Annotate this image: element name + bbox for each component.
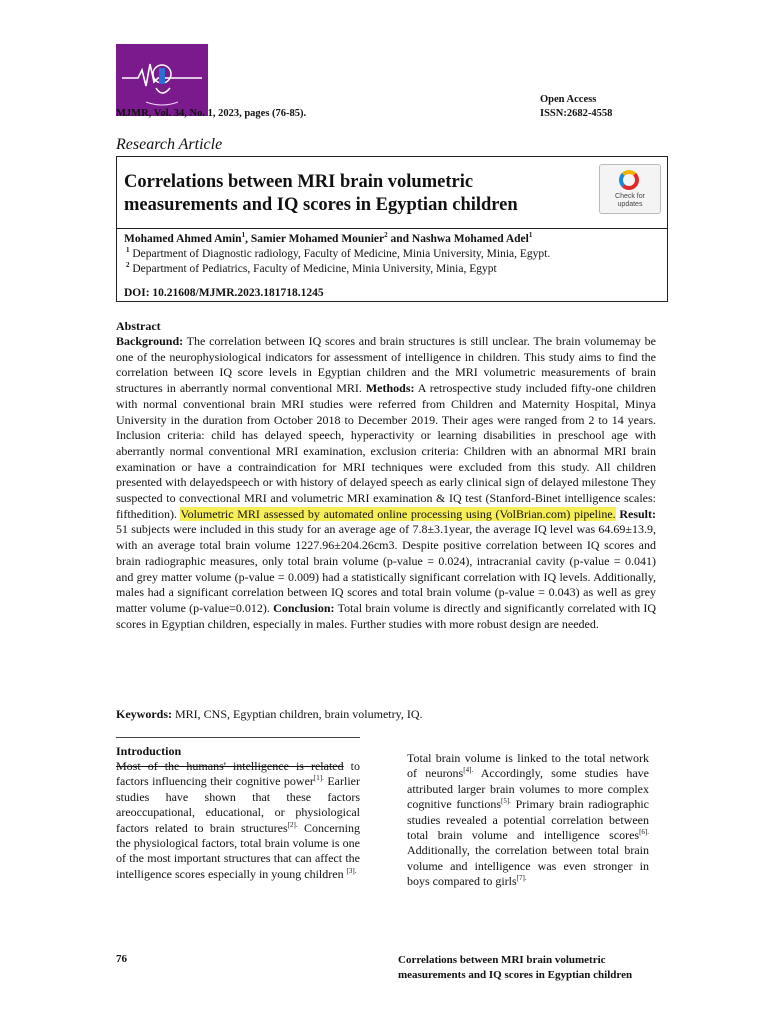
author-name: , Samier Mohamed Mounier xyxy=(245,233,385,245)
open-access-label: Open Access xyxy=(540,94,597,105)
keywords xyxy=(116,707,423,722)
affiliation xyxy=(126,263,497,275)
badge-line2: updates xyxy=(617,201,643,208)
issn: ISSN:2682-4558 xyxy=(540,108,613,119)
intro-text: Additionally, the correlation between total brain volume and intelligence was even stronger in boys compared to girls xyxy=(407,843,649,889)
background-text: The correlation between IQ scores and brain structures is still unclear. The brain volumemay be one of the neurophysiological indicators for assessment of intelligence in children. This study aims to find the correlation between IQ score levels in Egyptian children and the MRI volumetric measurements of brain structures in aberrantly normal conventional MRI. xyxy=(116,334,656,396)
section-divider xyxy=(116,737,360,738)
methods-text: A retrospective study included fifty-one children with normal conventional brain MRI studies were referred from Children and Maternity Hospital, Minya University in the duration from October 2018 to December 2019. Their ages were ranged from 2 to 14 years. Inclusion criteria: child has delayed speech, hyperactivity or learning disabilities in preschool age with aberrantly normal conventional MRI examination, exclusion criteria: Children with an abnormal MRI brain examination or have a contraindication for MRI techniques were excluded from this study. All children presented with delayedspeech or with history of delayed speech as early clinical sign of delayed milestone They suspected to convectional MRI and volumetric MRI examination & IQ test (Stanford-Binet intelligence scales: fifthedition). xyxy=(116,381,656,521)
page-number: 76 xyxy=(116,953,127,965)
running-title-line: measurements and IQ scores in Egyptian children xyxy=(398,969,633,981)
affiliation-number: 2 xyxy=(126,261,130,270)
citation-ref[interactable]: [6]. xyxy=(639,828,649,837)
background-label: Background: xyxy=(116,334,184,348)
article-title: Correlations between MRI brain volumetric measurements and IQ scores in Egyptian children xyxy=(124,172,518,215)
check-for-updates-badge[interactable] xyxy=(599,164,661,214)
result-label: Result: xyxy=(615,506,656,521)
intro-text: Earlier studies have shown that these factors areoccupational, educational, or physiological factors related to brain structures xyxy=(116,774,360,835)
citation-ref[interactable]: [1]. xyxy=(313,774,324,783)
affiliation-number: 1 xyxy=(126,246,130,255)
citation-ref[interactable]: [5]. xyxy=(501,797,511,806)
abstract-heading: Abstract xyxy=(116,319,161,333)
author-name: Mohamed Ahmed Amin xyxy=(124,233,242,245)
methods-label: Methods: xyxy=(365,381,415,396)
citation-ref[interactable]: [4]. xyxy=(463,766,474,775)
author-affil: 2 xyxy=(384,231,388,240)
running-title-line: Correlations between MRI brain volumetric xyxy=(398,954,606,966)
conclusion-label: Conclusion: xyxy=(273,600,335,615)
author-name: and Nashwa Mohamed Adel xyxy=(387,233,529,245)
affiliation-text: Department of Pediatrics, Faculty of Medicine, Minia University, Minia, Egypt xyxy=(129,263,497,275)
title-box xyxy=(116,156,668,302)
check-updates-label xyxy=(600,193,660,209)
badge-line1: Check for xyxy=(615,193,645,200)
intro-text: Primary brain radiographic studies revealed a potential correlation between total brain volume and intelligence scores xyxy=(407,797,649,843)
title-row xyxy=(117,157,667,229)
intro-text: to factors influencing their cognitive power xyxy=(116,759,360,789)
journal-logo-graphic xyxy=(116,44,208,116)
result-text: 51 subjects were included in this study for an average age of 7.8±3.1year, the average IQ level was 64.69±13.9, with an average total brain volume 1227.96±204.26cm3. Despite positive correlation between IQ scores and brain radiographic measures, only total brain volume (p-value = 0.024), intracranial cavity (p-value = 0.041) and grey matter volume (p-value = 0.009) had a statistically significant correlation with IQ levels. Additionally, males had a significant correlation between IQ scores and total brain volume (p-value = 0.043) as well as grey matter volume (p-value=0.012). xyxy=(116,522,656,615)
check-updates-icon xyxy=(619,170,639,190)
keywords-label: Keywords: xyxy=(116,707,172,721)
keywords-text: MRI, CNS, Egyptian children, brain volumetry, IQ. xyxy=(172,707,423,721)
intro-column-1 xyxy=(116,759,360,882)
journal-logo xyxy=(116,44,208,116)
doi-link[interactable]: DOI: 10.21608/MJMR.2023.181718.1245 xyxy=(124,287,324,299)
citation-ref[interactable]: [2]. xyxy=(287,820,298,829)
article-type: Research Article xyxy=(116,136,223,153)
introduction-heading: Introduction xyxy=(116,744,182,758)
intro-text: Total brain volume is linked to the total network of neurons xyxy=(407,751,649,781)
running-title xyxy=(398,953,632,983)
author-list xyxy=(124,233,532,245)
citation-ref[interactable]: [3]. xyxy=(346,866,357,875)
intro-text: Most of the humans' intelligence is related xyxy=(116,759,344,773)
intro-column-2 xyxy=(407,751,649,890)
abstract-body xyxy=(116,334,656,632)
highlighted-text: Volumetric MRI assessed by automated online processing using (VolBrian.com) pipeline. xyxy=(180,506,616,521)
citation-ref[interactable]: [7]. xyxy=(516,874,527,883)
affiliation-text: Department of Diagnostic radiology, Faculty of Medicine, Minia University, Minia, Egypt. xyxy=(129,248,551,260)
intro-text: Accordingly, some studies have attributed larger brain volumes to more complex cognitive functions xyxy=(407,766,649,812)
journal-citation: MJMR, Vol. 34, No. 1, 2023, pages (76-85). xyxy=(116,108,307,119)
author-affil: 1 xyxy=(528,231,533,240)
conclusion-text: Total brain volume is directly and significantly correlated with IQ scores in Egyptian children, especially in males. Further studies with more robust design are needed. xyxy=(116,600,656,631)
affiliation xyxy=(126,248,550,260)
intro-text: Concerning the physiological factors, total brain volume is one of the most important structures that can affect the intelligence scores especially in young children xyxy=(116,820,360,881)
author-affil: 1 xyxy=(241,231,246,240)
